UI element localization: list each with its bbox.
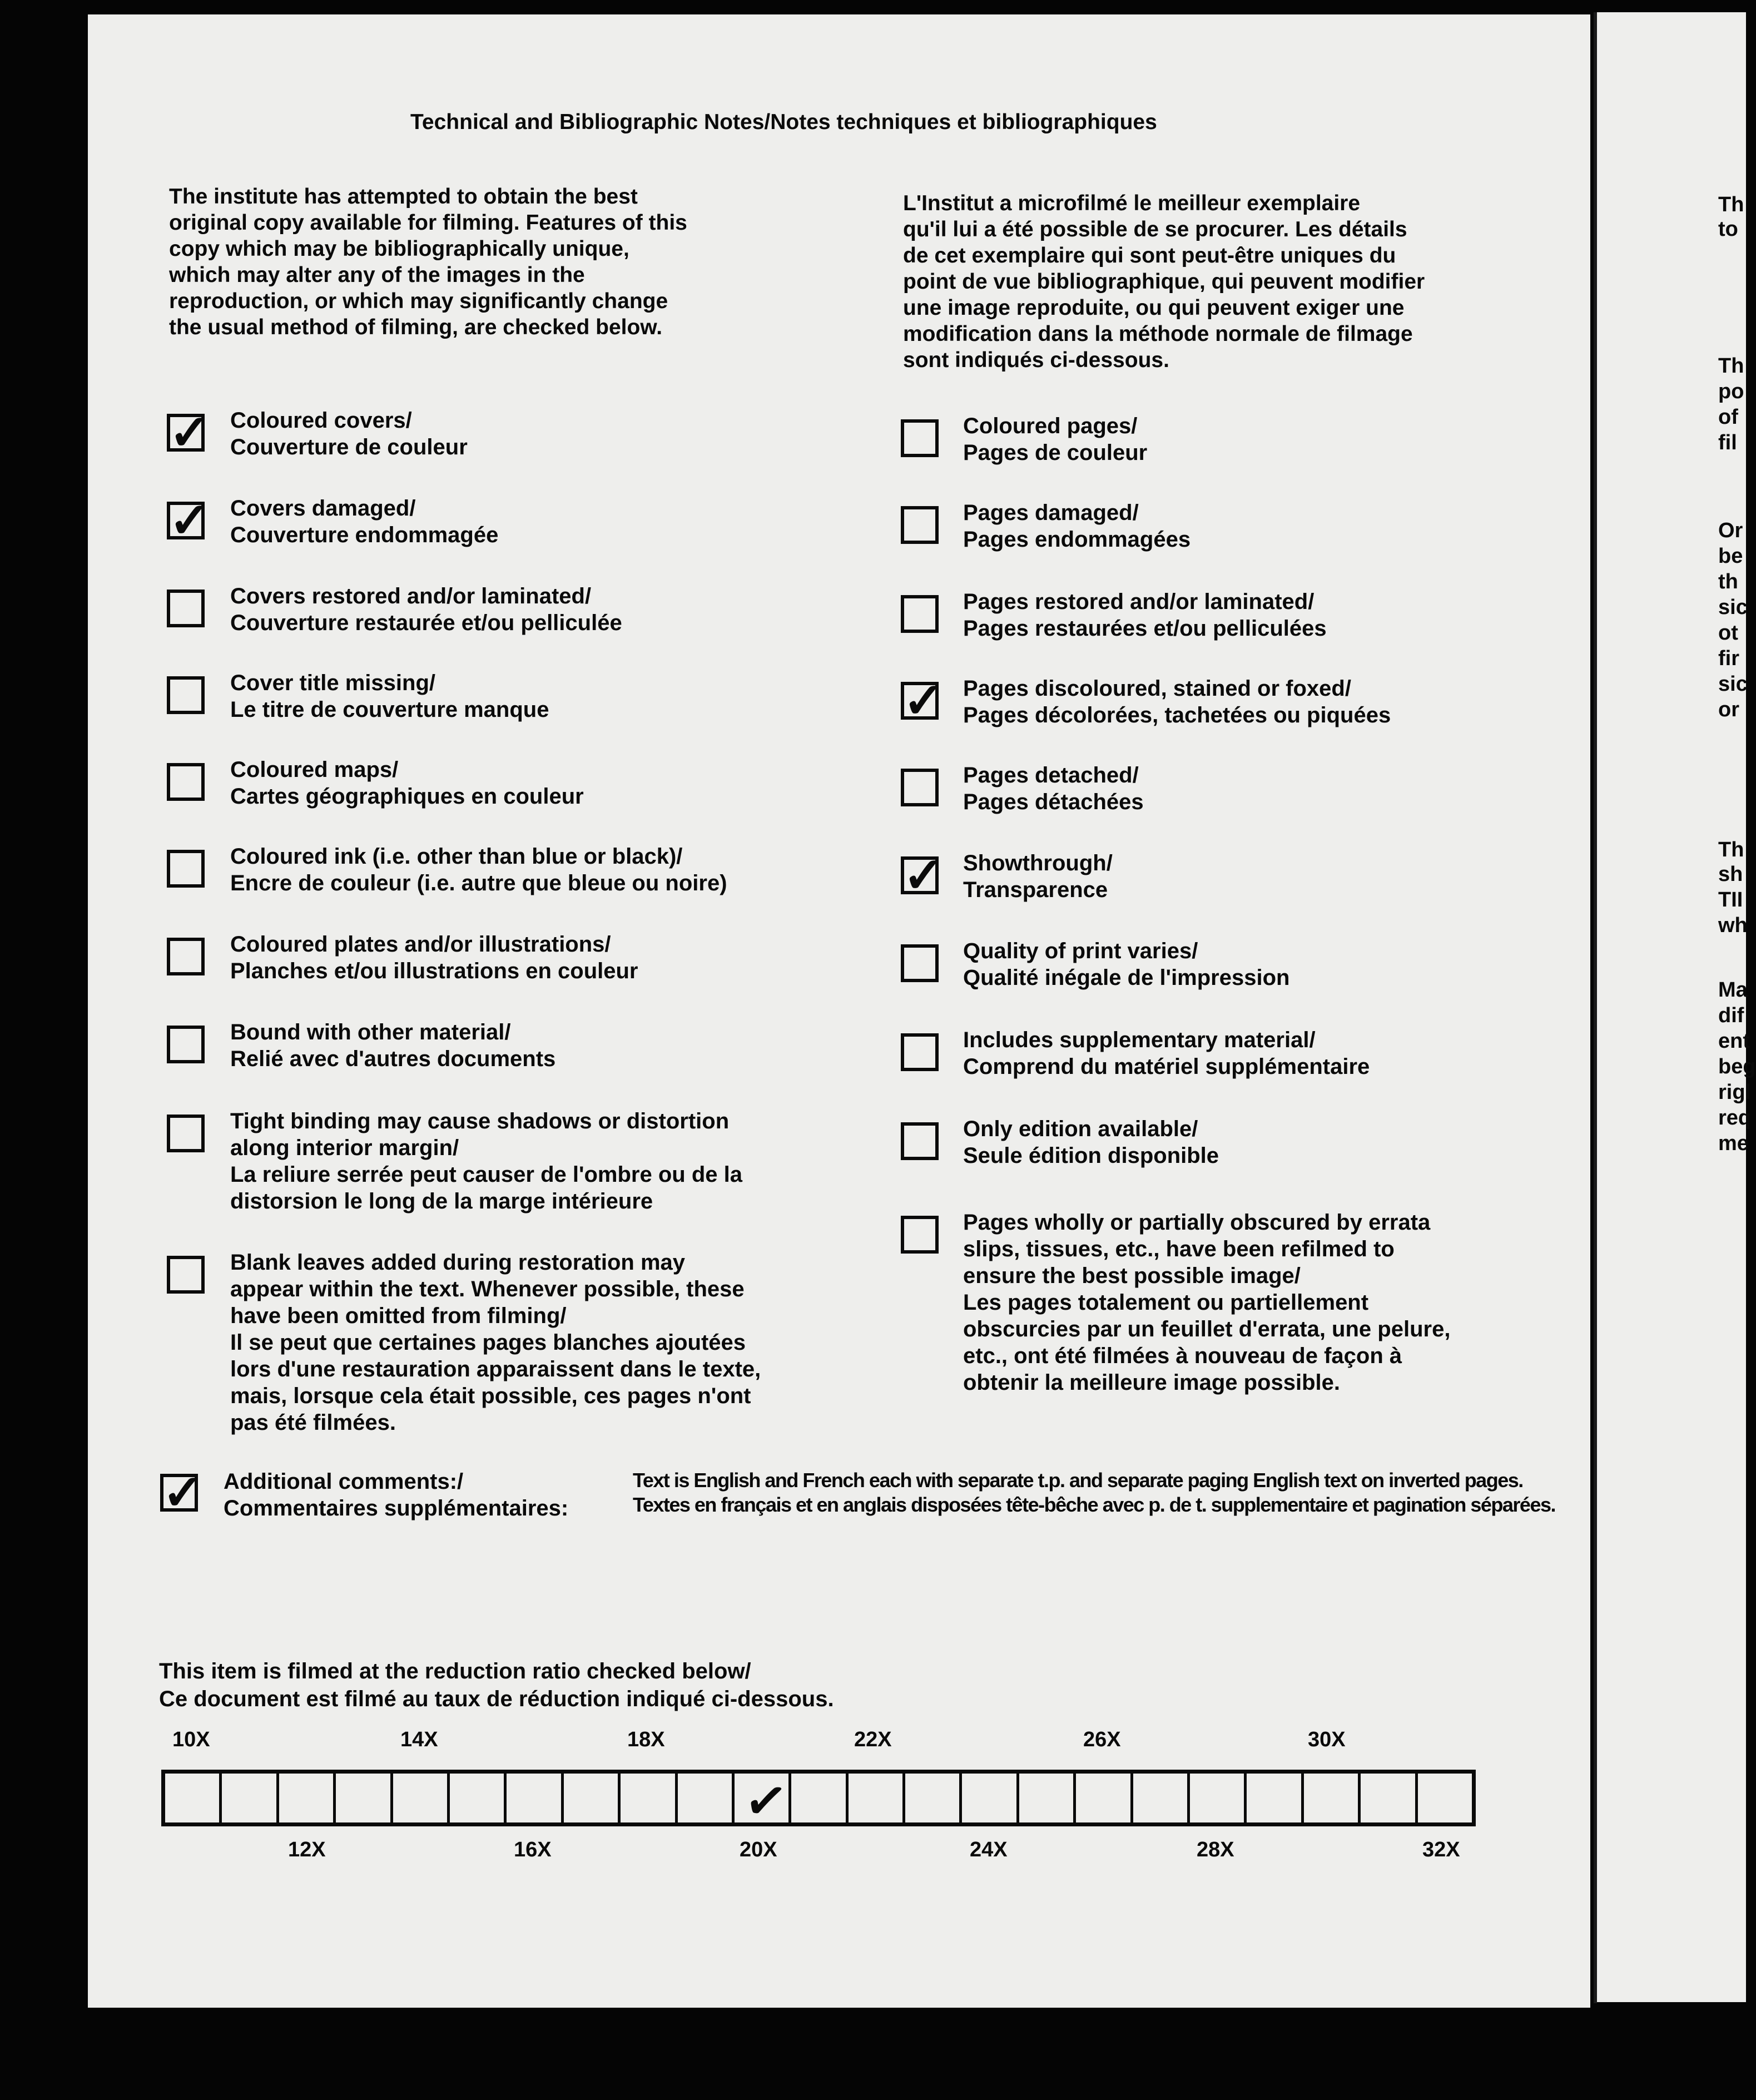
check-mark-icon: ✓ [169, 405, 210, 460]
right-checklist-label: Pages restored and/or laminated/ Pages restaurées et/ou pelliculées [963, 590, 1327, 641]
edge-fragment: ent [1718, 1029, 1750, 1053]
left-checklist-checkbox[interactable] [167, 405, 210, 460]
edge-fragment: TII [1718, 888, 1743, 912]
right-checklist-checkbox[interactable] [901, 673, 944, 728]
edge-fragment: req [1718, 1106, 1752, 1130]
ratio-tick-label: 18X [627, 1728, 665, 1751]
left-checklist-checkbox[interactable] [167, 676, 205, 714]
edge-fragment: Or [1718, 519, 1743, 542]
right-checklist-label: Showthrough/ Transparence [963, 851, 1113, 902]
right-checklist-checkbox[interactable] [901, 848, 944, 903]
right-checklist-checkbox[interactable] [901, 1033, 939, 1071]
right-checklist-checkbox[interactable] [901, 1216, 939, 1254]
edge-fragment: me [1718, 1132, 1749, 1155]
left-checklist-checkbox[interactable] [167, 763, 205, 801]
edge-fragment: th [1718, 570, 1738, 593]
ratio-cell[interactable] [849, 1774, 905, 1822]
ratio-cell[interactable] [1133, 1774, 1190, 1822]
left-checklist-label: Covers restored and/or laminated/ Couverture restaurée et/ou pelliculée [230, 584, 622, 635]
edge-fragment: to [1718, 217, 1738, 241]
ratio-cell[interactable] [1247, 1774, 1303, 1822]
left-checklist-label: Covers damaged/ Couverture endommagée [230, 496, 499, 547]
check-mark-icon: ✓ [903, 673, 944, 728]
right-checklist-label: Only edition available/ Seule édition disponible [963, 1117, 1219, 1168]
edge-fragment: or [1718, 698, 1739, 721]
edge-fragment: rigl [1718, 1081, 1752, 1104]
left-checklist-checkbox[interactable] [167, 850, 205, 888]
edge-fragment: of [1718, 405, 1738, 429]
ratio-tick-label: 12X [288, 1838, 326, 1861]
ratio-cell[interactable] [1418, 1774, 1472, 1822]
ratio-cell[interactable] [678, 1774, 735, 1822]
left-checklist-label: Cover title missing/ Le titre de couverture manque [230, 671, 549, 722]
ratio-cell[interactable] [222, 1774, 279, 1822]
check-mark-icon: ✓ [169, 493, 210, 548]
ratio-cell[interactable] [507, 1774, 563, 1822]
right-checklist-checkbox[interactable] [901, 1122, 939, 1160]
ratio-cell[interactable] [336, 1774, 393, 1822]
comment-french: Textes en français et en anglais disposées tête-bêche avec p. de t. supplementaire et pagination séparées. [633, 1493, 1555, 1516]
left-checklist-checkbox[interactable] [167, 1115, 205, 1152]
edge-fragment: dif [1718, 1004, 1744, 1027]
ratio-cell[interactable] [1190, 1774, 1247, 1822]
right-checklist-label: Coloured pages/ Pages de couleur [963, 414, 1148, 465]
right-checklist-label: Pages wholly or partially obscured by errata slips, tissues, etc., have been refilmed to ensure the best possible image/ Les pages totalement ou partiellement obscurcies par un feuillet d'errata, une pelure, etc., ont été filmées à nouveau de façon à obtenir la meilleure image possible. [963, 1210, 1451, 1395]
ratio-tick-label: 14X [400, 1728, 438, 1751]
check-mark-icon: ✓ [903, 848, 944, 903]
left-checklist-checkbox[interactable] [167, 1026, 205, 1063]
edge-fragment: ot [1718, 621, 1738, 645]
edge-fragment: Ma [1718, 978, 1748, 1002]
left-checklist-label: Blank leaves added during restoration may appear within the text. Whenever possible, these have been omitted from filming/ Il se peut que certaines pages blanches ajoutées lors d'une restauration apparaissent dans le texte, mais, lorsque cela était possible, ces pages n'ont pas été filmées. [230, 1250, 761, 1435]
edge-fragment: fil [1718, 431, 1737, 454]
right-checklist-label: Quality of print varies/ Qualité inégale de l'impression [963, 939, 1290, 990]
left-checklist-label: Coloured maps/ Cartes géographiques en couleur [230, 757, 584, 809]
left-checklist-checkbox[interactable] [167, 1256, 205, 1294]
page-title: Technical and Bibliographic Notes/Notes techniques et bibliographiques [410, 110, 1157, 134]
ratio-cell[interactable] [1019, 1774, 1076, 1822]
edge-fragment: po [1718, 380, 1744, 403]
ratio-tick-label: 20X [740, 1838, 777, 1861]
edge-fragment: sic [1718, 596, 1748, 619]
ratio-cell[interactable] [393, 1774, 450, 1822]
additional-comments-text [633, 1468, 1589, 1517]
intro-english: The institute has attempted to obtain the best original copy available for filming. Features of this copy which may be bibliographically unique, which may alter any of the images in the reproduction, or which may significantly change the usual method of filming, are checked below. [169, 185, 687, 339]
intro-french: L'Institut a microfilmé le meilleur exemplaire qu'il lui a été possible de se procurer. Les détails de cet exemplaire qui sont peut-être uniques du point de vue bibliographique, qui peuvent modifier une image reproduite, ou qui peuvent exiger une modification dans la méthode normale de filmage sont indiqués ci-dessous. [903, 191, 1425, 372]
right-checklist-label: Pages damaged/ Pages endommagées [963, 501, 1191, 552]
left-checklist-checkbox[interactable] [167, 493, 210, 548]
ratio-cell[interactable] [165, 1774, 222, 1822]
right-checklist-checkbox[interactable] [901, 506, 939, 544]
edge-fragment: sic [1718, 672, 1748, 696]
right-checklist-label: Pages discoloured, stained or foxed/ Pages décolorées, tachetées ou piquées [963, 676, 1391, 727]
ratio-tick-label: 32X [1422, 1838, 1460, 1861]
ratio-cell[interactable] [962, 1774, 1019, 1822]
left-checklist-label: Bound with other material/ Relié avec d'autres documents [230, 1020, 556, 1071]
edge-fragment: Th [1718, 354, 1744, 378]
right-checklist-checkbox[interactable] [901, 419, 939, 457]
check-mark-icon: ✓ [162, 1465, 204, 1520]
edge-fragment: be [1718, 544, 1743, 568]
right-checklist-label: Includes supplementary material/ Comprend du matériel supplémentaire [963, 1028, 1370, 1079]
left-checklist-label: Coloured plates and/or illustrations/ Planches et/ou illustrations en couleur [230, 932, 638, 983]
additional-comments-label: Additional comments:/ Commentaires supplémentaires: [224, 1469, 569, 1520]
ratio-tick-label: 28X [1197, 1838, 1234, 1861]
left-checklist-checkbox[interactable] [167, 938, 205, 975]
ratio-cell[interactable] [621, 1774, 677, 1822]
ratio-cell[interactable] [791, 1774, 848, 1822]
ratio-tick-label: 26X [1083, 1728, 1121, 1751]
right-checklist-label: Pages detached/ Pages détachées [963, 763, 1144, 814]
additional-comments-checkbox[interactable] [160, 1465, 204, 1520]
edge-fragment: fir [1718, 647, 1739, 670]
ratio-cell[interactable] [564, 1774, 621, 1822]
edge-fragment: sh [1718, 863, 1743, 886]
ratio-cell[interactable] [735, 1770, 791, 1832]
ratio-tick-label: 22X [854, 1728, 892, 1751]
ratio-tick-label: 30X [1308, 1728, 1346, 1751]
right-checklist-checkbox[interactable] [901, 595, 939, 633]
reduction-ratio-scale [161, 1770, 1476, 1832]
ratio-cell[interactable] [905, 1774, 962, 1822]
edge-fragment: Th [1718, 838, 1744, 861]
right-checklist-checkbox[interactable] [901, 769, 939, 806]
check-mark-icon: ✓ [741, 1770, 791, 1832]
ratio-cell[interactable] [1361, 1774, 1417, 1822]
ratio-cell[interactable] [279, 1774, 336, 1822]
left-checklist-label: Coloured ink (i.e. other than blue or black)/ Encre de couleur (i.e. autre que bleue ou noire) [230, 844, 727, 895]
left-checklist-label: Tight binding may cause shadows or distortion along interior margin/ La reliure serrée peut causer de l'ombre ou de la distorsion le long de la marge intérieure [230, 1109, 742, 1214]
ratio-cell[interactable] [1304, 1774, 1361, 1822]
left-checklist-checkbox[interactable] [167, 590, 205, 627]
ratio-cell[interactable] [450, 1774, 507, 1822]
right-checklist-checkbox[interactable] [901, 944, 939, 982]
ratio-tick-label: 16X [514, 1838, 552, 1861]
edge-fragment: beg [1718, 1055, 1756, 1078]
reduction-ratio-text: This item is filmed at the reduction ratio checked below/ Ce document est filmé au taux de réduction indiqué ci-dessous. [159, 1659, 834, 1711]
edge-fragment: Th [1718, 193, 1744, 216]
left-checklist-label: Coloured covers/ Couverture de couleur [230, 408, 468, 459]
ratio-cell[interactable] [1076, 1774, 1133, 1822]
ratio-tick-label: 10X [172, 1728, 210, 1751]
ratio-tick-label: 24X [970, 1838, 1008, 1861]
comment-english: Text is English and French each with separate t.p. and separate paging English text on inverted pages. [633, 1469, 1523, 1492]
edge-fragment: wh [1718, 914, 1748, 937]
